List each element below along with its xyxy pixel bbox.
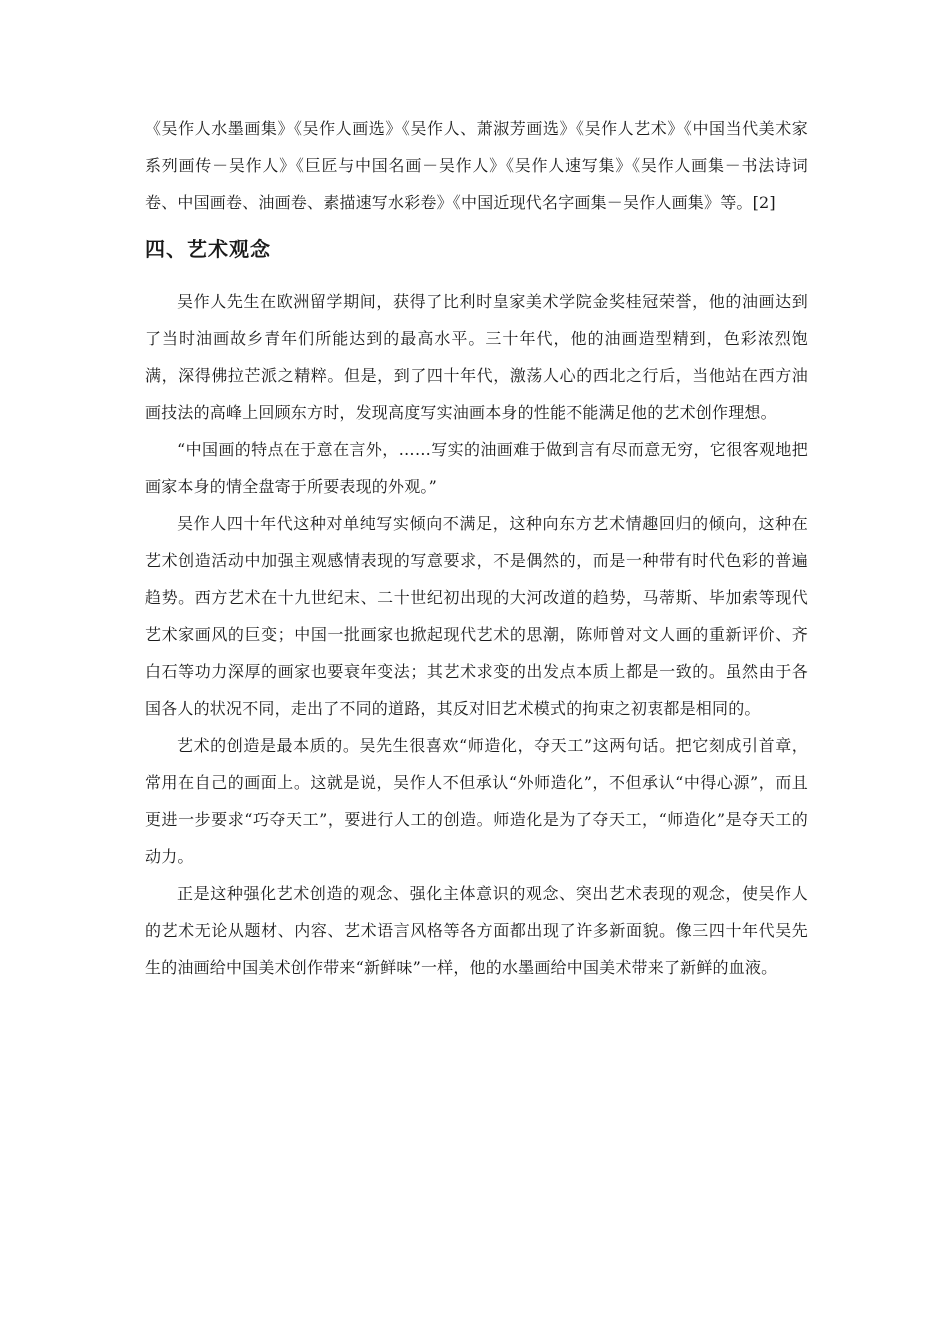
intro-paragraph: 《吴作人水墨画集》《吴作人画选》《吴作人、萧淑芳画选》《吴作人艺术》《中国当代美术家系列画传－吴作人》《巨匠与中国名画－吴作人》《吴作人速写集》《吴作人画集－书法诗词卷、中国画卷、油画卷、素描速写水彩卷》《中国近现代名字画集－吴作人画集》等。[2] [145, 119, 808, 212]
body-paragraph-1: 吴作人先生在欧洲留学期间，获得了比利时皇家美术学院金奖桂冠荣誉，他的油画达到了当时油画故乡青年们所能达到的最高水平。三十年代，他的油画造型精到，色彩浓烈饱满，深得佛拉芒派之精粹。但是，到了四十年代，激荡人心的西北之行后，当他站在西方油画技法的高峰上回顾东方时，发现高度写实油画本身的性能不能满足他的艺术创作理想。 [145, 292, 808, 422]
body-paragraph-5: 正是这种强化艺术创造的观念、强化主体意识的观念、突出艺术表现的观念，使吴作人的艺术无论从题材、内容、艺术语言风格等各方面都出现了许多新面貌。像三四十年代吴先生的油画给中国美术创作带来“新鲜味”一样，他的水墨画给中国美术带来了新鲜的血液。 [145, 884, 808, 977]
quote-paragraph: “中国画的特点在于意在言外，……写实的油画难于做到言有尽而意无穷，它很客观地把画家本身的情全盘寄于所要表现的外观。” [145, 440, 808, 496]
section-heading: 四、艺术观念 [145, 237, 271, 261]
body-paragraph-4: 艺术的创造是最本质的。吴先生很喜欢“师造化，夺天工”这两句话。把它刻成引首章，常用在自己的画面上。这就是说，吴作人不但承认“外师造化”，不但承认“中得心源”，而且更进一步要求“巧夺天工”，要进行人工的创造。师造化是为了夺天工，“师造化”是夺天工的动力。 [145, 736, 808, 866]
document-page [145, 110, 808, 986]
body-paragraph-3: 吴作人四十年代这种对单纯写实倾向不满足，这种向东方艺术情趣回归的倾向，这种在艺术创造活动中加强主观感情表现的写意要求，不是偶然的，而是一种带有时代色彩的普遍趋势。西方艺术在十九世纪末、二十世纪初出现的大河改道的趋势，马蒂斯、毕加索等现代艺术家画风的巨变；中国一批画家也掀起现代艺术的思潮，陈师曾对文人画的重新评价、齐白石等功力深厚的画家也要衰年变法；其艺术求变的出发点本质上都是一致的。虽然由于各国各人的状况不同，走出了不同的道路，其反对旧艺术模式的拘束之初衷都是相同的。 [145, 514, 808, 718]
